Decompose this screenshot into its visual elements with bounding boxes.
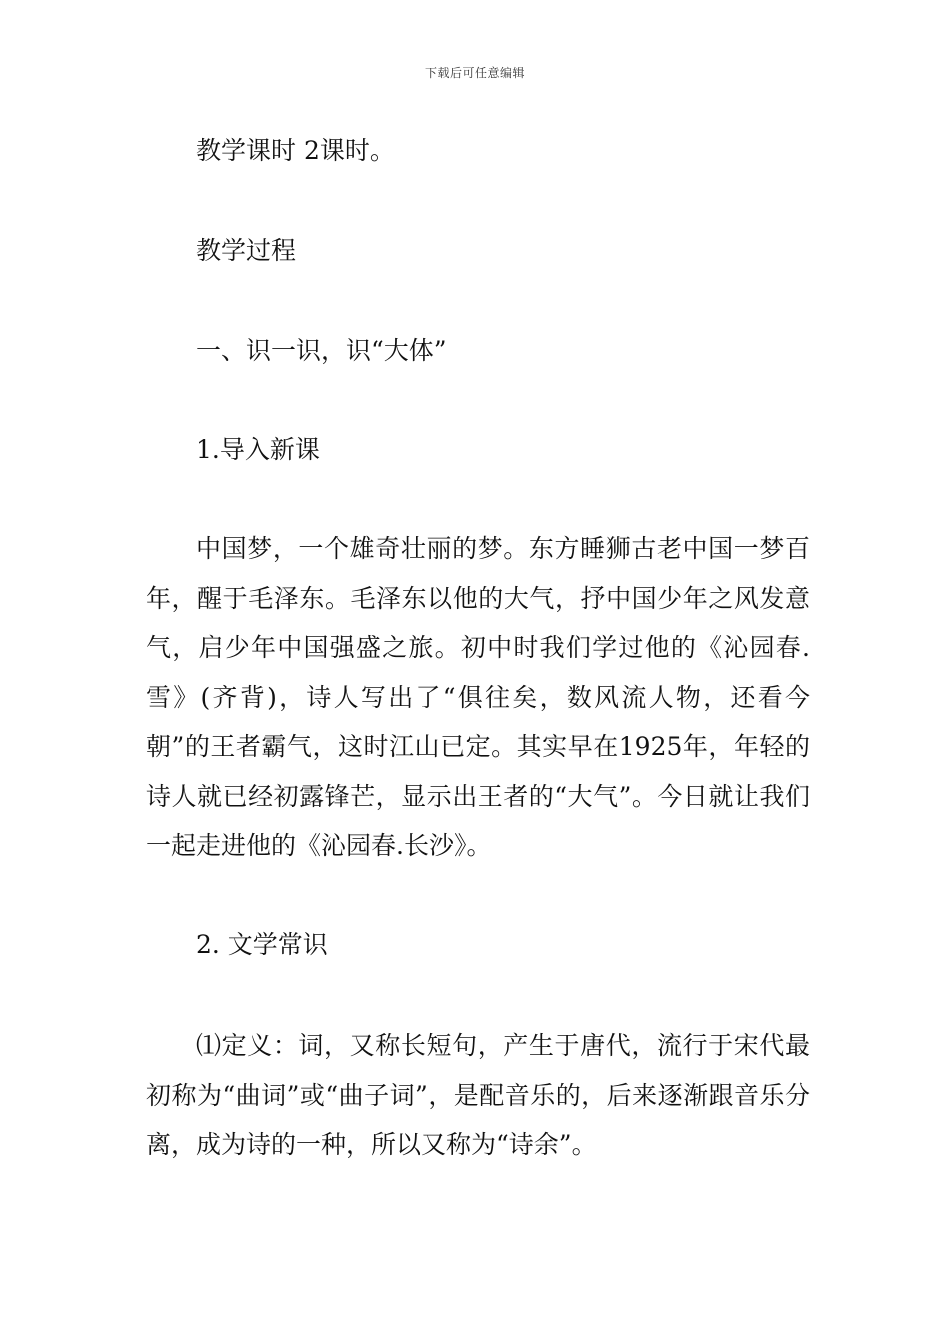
literature-item-heading: 2. 文学常识 — [196, 930, 328, 959]
process-heading: 教学过程 — [196, 236, 297, 265]
lesson-hours-line: 教学课时 2课时。 — [196, 136, 395, 165]
section-one-heading: 一、识一识，识“大体” — [196, 336, 447, 365]
intro-item-heading: 1.导入新课 — [196, 435, 320, 464]
definition-paragraph: ⑴定义：词，又称长短句，产生于唐代，流行于宋代最初称为“曲词”或“曲子词”，是配音乐的，后来逐渐跟音乐分离，成为诗的一种，所以又称为“诗余”。 — [146, 1031, 810, 1159]
intro-paragraph: 中国梦，一个雄奇壮丽的梦。东方睡狮古老中国一梦百年，醒于毛泽东。毛泽东以他的大气，抒中国少年之风发意气，启少年中国强盛之旅。初中时我们学过他的《沁园春.雪》(齐背)，诗人写出了“俱往矣，数风流人物，还看今朝”的王者霸气，这时江山已定。其实早在1925年，年轻的诗人就已经初露锋芒，显示出王者的“大气”。今日就让我们一起走进他的《沁园春.长沙》。 — [146, 534, 810, 860]
page-header: 下载后可任意编辑 — [424, 66, 525, 80]
